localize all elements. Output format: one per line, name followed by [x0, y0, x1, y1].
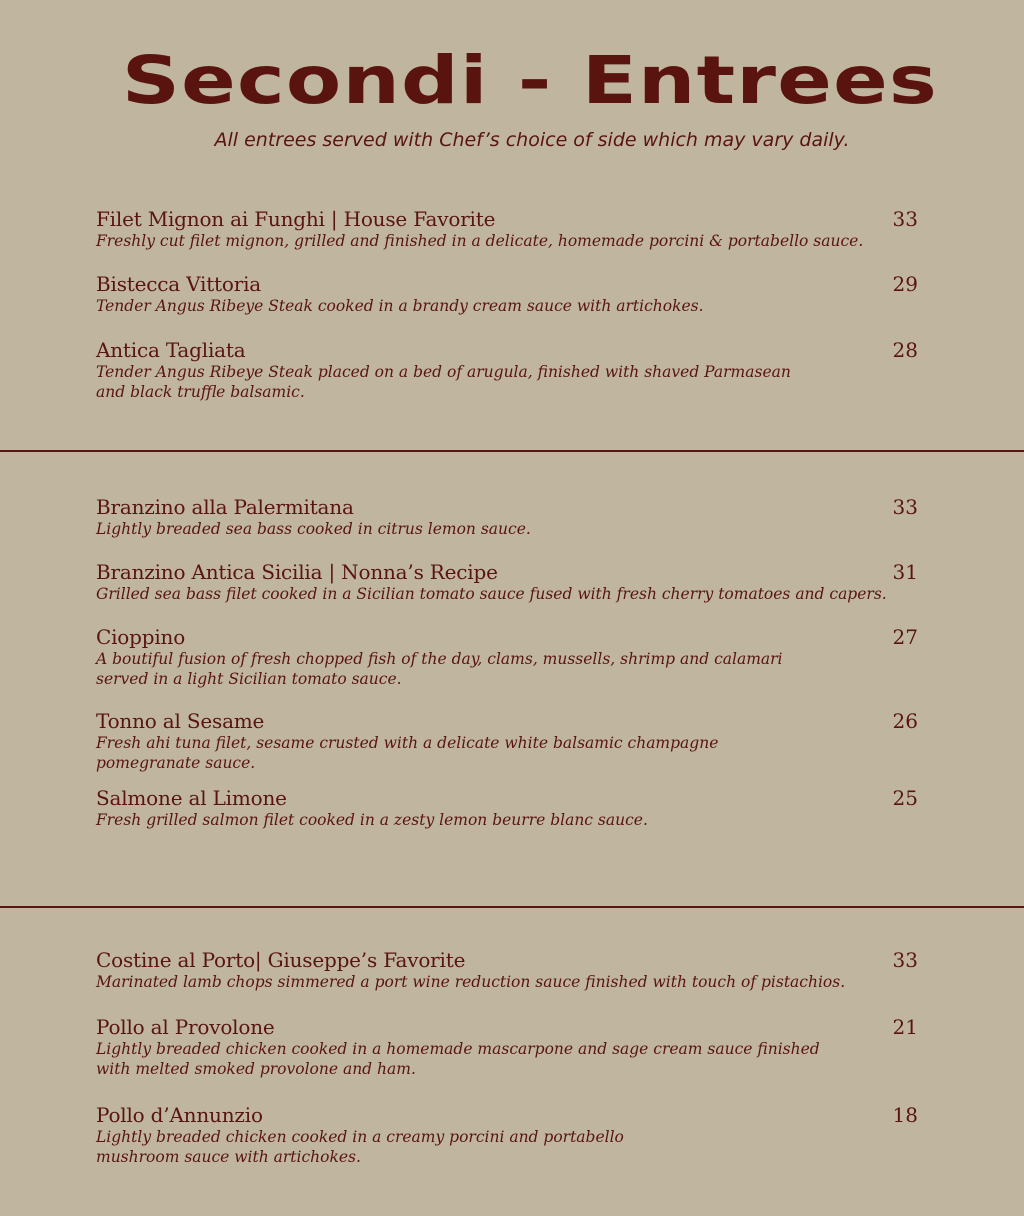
- item-description: Lightly breaded chicken cooked in a creamy porcini and portabello: [96, 1128, 624, 1146]
- menu-item: [96, 624, 918, 690]
- item-price: 31: [892, 560, 918, 584]
- item-description: Tender Angus Ribeye Steak placed on a bed of arugula, finished with shaved Parmasean: [96, 363, 791, 381]
- item-price: 27: [892, 625, 918, 649]
- item-name: Cioppino: [96, 625, 186, 649]
- item-price: 25: [892, 786, 918, 810]
- item-price: 33: [892, 495, 918, 519]
- item-name: Filet Mignon ai Funghi | House Favorite: [96, 207, 496, 231]
- item-name: Antica Tagliata: [96, 338, 246, 362]
- item-name: Pollo al Provolone: [96, 1015, 275, 1039]
- item-price: 29: [892, 272, 918, 296]
- section-divider: [0, 906, 1024, 908]
- item-description: Lightly breaded chicken cooked in a homemade mascarpone and sage cream sauce finished: [96, 1040, 820, 1058]
- item-description: with melted smoked provolone and ham.: [96, 1060, 416, 1078]
- item-description: and black truffle balsamic.: [96, 383, 305, 401]
- item-description: Marinated lamb chops simmered a port wine reduction sauce finished with touch of pistachios.: [96, 973, 846, 991]
- menu-item: [96, 1014, 918, 1080]
- item-description: mushroom sauce with artichokes.: [96, 1148, 361, 1166]
- item-description: Tender Angus Ribeye Steak cooked in a brandy cream sauce with artichokes.: [96, 297, 704, 315]
- item-name: Branzino alla Palermitana: [96, 495, 354, 519]
- menu-item: [96, 785, 918, 831]
- menu-item: [96, 1102, 918, 1168]
- item-description: Fresh ahi tuna filet, sesame crusted with a delicate white balsamic champagne: [96, 734, 719, 752]
- menu-item: [96, 947, 918, 993]
- item-price: 28: [892, 338, 918, 362]
- item-description: served in a light Sicilian tomato sauce.: [96, 670, 402, 688]
- item-description: Lightly breaded sea bass cooked in citrus lemon sauce.: [96, 520, 531, 538]
- section-divider: [0, 450, 1024, 452]
- page-subtitle: All entrees served with Chef’s choice of side which may vary daily.: [214, 129, 850, 151]
- menu-item: [96, 271, 918, 317]
- item-name: Tonno al Sesame: [96, 709, 265, 733]
- item-name: Salmone al Limone: [96, 786, 287, 810]
- item-price: 18: [892, 1103, 918, 1127]
- item-description: Freshly cut filet mignon, grilled and finished in a delicate, homemade porcini & portabello sauce.: [96, 232, 864, 250]
- item-price: 33: [892, 948, 918, 972]
- item-name: Costine al Porto| Giuseppe’s Favorite: [96, 948, 466, 972]
- item-name: Bistecca Vittoria: [96, 272, 261, 296]
- menu-item: [96, 494, 918, 540]
- item-description: Grilled sea bass filet cooked in a Sicilian tomato sauce fused with fresh cherry tomatoes and capers.: [96, 585, 887, 603]
- menu-item: [96, 708, 918, 774]
- item-price: 26: [892, 709, 918, 733]
- item-name: Branzino Antica Sicilia | Nonna’s Recipe: [96, 560, 498, 584]
- item-description: pomegranate sauce.: [96, 754, 256, 772]
- item-description: Fresh grilled salmon filet cooked in a zesty lemon beurre blanc sauce.: [96, 811, 648, 829]
- item-description: A boutiful fusion of fresh chopped fish of the day, clams, mussells, shrimp and calamari: [96, 650, 783, 668]
- menu-item: [96, 206, 918, 252]
- item-name: Pollo d’Annunzio: [96, 1103, 263, 1127]
- menu-item: [96, 559, 918, 605]
- page-title: Secondi - Entrees: [121, 42, 939, 119]
- item-price: 21: [892, 1015, 918, 1039]
- menu-item: [96, 337, 918, 403]
- item-price: 33: [892, 207, 918, 231]
